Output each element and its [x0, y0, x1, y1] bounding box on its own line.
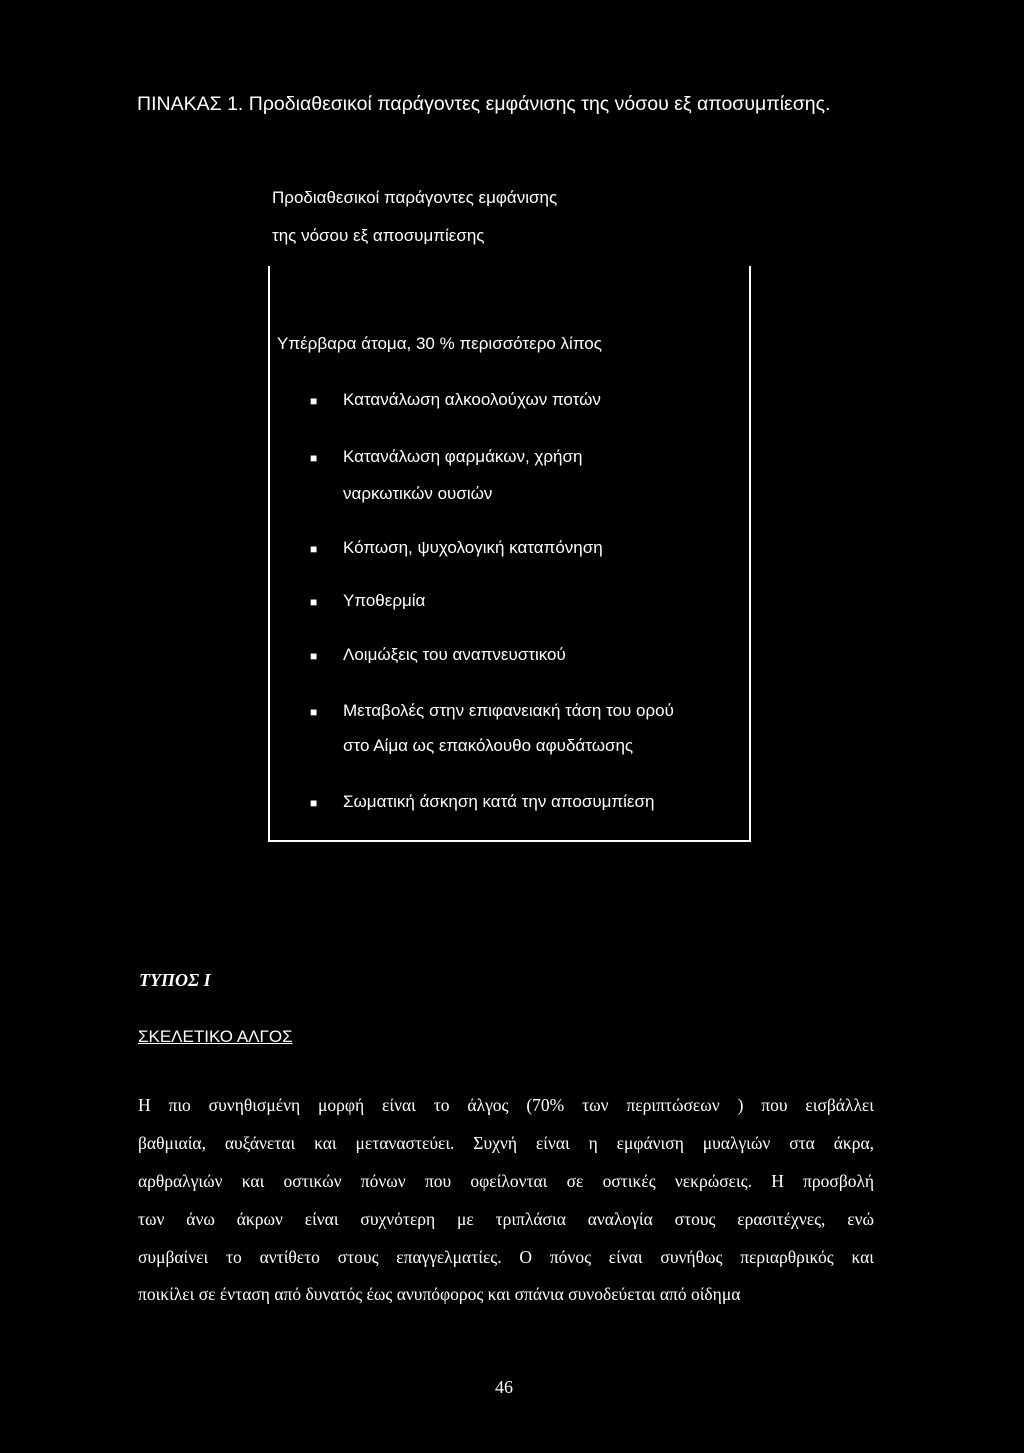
list-item-fatigue: Κόπωση, ψυχολογική καταπόνηση — [343, 538, 603, 557]
table-caption: ΠΙΝΑΚΑΣ 1. Προδιαθεσικοί παράγοντες εμφάνισης της νόσου εξ αποσυμπίεσης. — [137, 93, 831, 115]
bullet-icon: ■ — [310, 542, 318, 556]
list-item-drugs: Κατανάλωση φαρμάκων, χρήση — [343, 447, 583, 466]
section-heading: ΣΚΕΛΕΤΙΚΟ ΑΛΓΟΣ — [138, 1027, 293, 1046]
list-item-drugs-continued: ναρκωτικών ουσιών — [343, 484, 493, 503]
bullet-icon: ■ — [310, 649, 318, 663]
table-header-line-2: της νόσου εξ αποσυμπίεσης — [272, 226, 485, 245]
bullet-icon: ■ — [310, 451, 318, 465]
list-item-hypothermia: Υποθερμία — [343, 591, 426, 610]
list-item-infections: Λοιμώξεις του αναπνευστικού — [343, 645, 566, 664]
type-heading: ΤΥΠΟΣ Ι — [139, 970, 211, 990]
bullet-icon: ■ — [310, 595, 318, 609]
list-item-surface-tension-continued: στο Αίμα ως επακόλουθο αφυδάτωσης — [343, 736, 634, 755]
bullet-icon: ■ — [310, 796, 318, 810]
paragraph-line: ποικίλει σε ένταση από δυνατός έως ανυπόφορος και σπάνια συνοδεύεται από οίδημα — [138, 1284, 741, 1304]
paragraph-line: αρθραλγιών και οστικών πόνων που οφείλονται σε οστικές νεκρώσεις. Η προσβολή — [138, 1171, 874, 1191]
list-item-exercise: Σωματική άσκηση κατά την αποσυμπίεση — [343, 792, 655, 811]
list-item-surface-tension: Μεταβολές στην επιφανειακή τάση του ορού — [343, 701, 674, 720]
page-number: 46 — [495, 1377, 513, 1397]
paragraph-line: συμβαίνει το αντίθετο στους επαγγελματίες. Ο πόνος είναι συνήθως περιαρθρικός και — [138, 1247, 874, 1267]
bullet-icon: ■ — [310, 705, 318, 719]
paragraph-line: βαθμιαία, αυξάνεται και μεταναστεύει. Συχνή είναι η εμφάνιση μυαλγιών στα άκρα, — [138, 1133, 874, 1153]
paragraph-line: Η πιο συνηθισμένη μορφή είναι το άλγος (70% των περιπτώσεων ) που εισβάλλει — [138, 1095, 874, 1115]
bullet-icon: ■ — [310, 394, 318, 408]
list-item-alcohol: Κατανάλωση αλκοολούχων ποτών — [343, 390, 601, 409]
table-header-line-1: Προδιαθεσικοί παράγοντες εμφάνισης — [272, 188, 558, 207]
paragraph-line: των άνω άκρων είναι συχνότερη με τριπλάσια αναλογία στους ερασιτέχνες, ενώ — [138, 1209, 874, 1229]
table-box-heading: Υπέρβαρα άτομα, 30 % περισσότερο λίπος — [277, 334, 602, 353]
